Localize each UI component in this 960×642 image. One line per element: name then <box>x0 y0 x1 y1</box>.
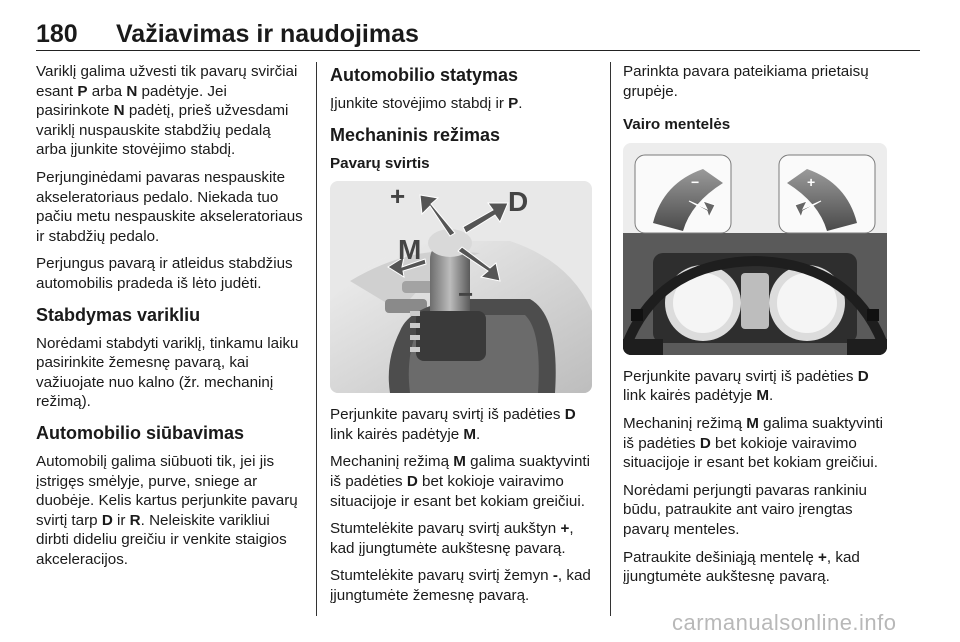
column-3 <box>623 62 891 595</box>
section-heading-engine-braking: Stabdymas varikliu <box>36 304 201 325</box>
paragraph: Mechaninį režimą M galima suaktyvinti iš padėties D bet kokioje vairavimo situacijoje ir esant bet kokiam greičiui. <box>330 453 590 510</box>
plus-label: + <box>807 173 816 190</box>
gear-lever-illustration <box>330 181 592 393</box>
paragraph: Perjunkite pavarų svirtį iš padėties D link kairės padėtyje M. <box>623 367 869 405</box>
drive-label: D <box>508 186 529 218</box>
page-number: 180 <box>36 20 78 48</box>
plus-label: + <box>390 181 406 212</box>
paragraph: Patraukite dešiniąją mentelę +, kad įjungtumėte aukštesnę pavarą. <box>623 548 860 586</box>
subheading-gear-lever: Pavarų svirtis <box>330 154 430 172</box>
paragraph: Variklį galima užvesti tik pavarų svirčiai esant P arba N padėtyje. Jei pasirinkote N padėtį, prieš užvesdami variklį nuspauskite stabdžių pedalą arba įjunkite stovėjimo stabdį. <box>36 63 298 159</box>
paragraph: Mechaninį režimą M galima suaktyvinti iš padėties D bet kokioje vairavimo situacijoje ir esant bet kokiam greičiui. <box>623 414 883 472</box>
subheading-steering-paddles: Vairo mentelės <box>623 116 731 134</box>
minus-label: − <box>691 173 700 190</box>
steering-paddles-illustration <box>623 143 887 355</box>
section-heading-manual-mode: Mechaninis režimas <box>330 124 501 145</box>
section-heading-parking: Automobilio statymas <box>330 65 519 85</box>
paragraph: Norėdami stabdyti variklį, tinkamu laiku pasirinkite žemesnę pavarą, kai važiuojate nuo kalno (žr. mechaninį režimą). <box>36 334 299 411</box>
paragraph: Parinkta pavara pateikiama prietaisų grupėje. <box>623 63 869 100</box>
minus-label: − <box>458 279 474 310</box>
column-2 <box>330 62 600 614</box>
watermark: carmanualsonline.info <box>672 610 897 635</box>
page-header <box>36 18 920 51</box>
column-divider <box>316 62 317 616</box>
column-1 <box>36 62 304 577</box>
paragraph: Perjunkite pavarų svirtį iš padėties D link kairės padėtyje M. <box>330 406 576 443</box>
section-heading-rocking: Automobilio siūbavimas <box>36 422 245 443</box>
paragraph: Automobilį galima siūbuoti tik, jei jis įstrigęs smėlyje, purve, sniege ar duobėje. Kelis kartus perjunkite pavarų svirtį tarp D ir R. Neleiskite varikliui dirbti dideliu greičiu ir venkite staigios akceleracijos. <box>36 452 298 568</box>
manual-label: M <box>398 234 422 266</box>
paragraph: Perjungus pavarą ir atleidus stabdžius automobilis pradeda iš lėto judėti. <box>36 255 293 292</box>
paragraph: Įjunkite stovėjimo stabdį ir P. <box>330 95 523 112</box>
paragraph: Perjunginėdami pavaras nespauskite akseleratoriaus pedalo. Niekada tuo pačiu metu nespauskite akseleratoriaus ir stabdžių pedalo. <box>36 168 303 245</box>
paragraph: Norėdami perjungti pavaras rankiniu būdu, patraukite ant vairo įrengtas pavarų menteles. <box>623 481 867 538</box>
chapter-title: Važiavimas ir naudojimas <box>116 20 419 48</box>
paragraph: Stumtelėkite pavarų svirtį aukštyn +, kad įjungtumėte aukštesnę pavarą. <box>330 520 574 557</box>
paragraph: Stumtelėkite pavarų svirtį žemyn -, kad įjungtumėte žemesnę pavarą. <box>330 567 591 604</box>
column-divider <box>610 62 611 616</box>
